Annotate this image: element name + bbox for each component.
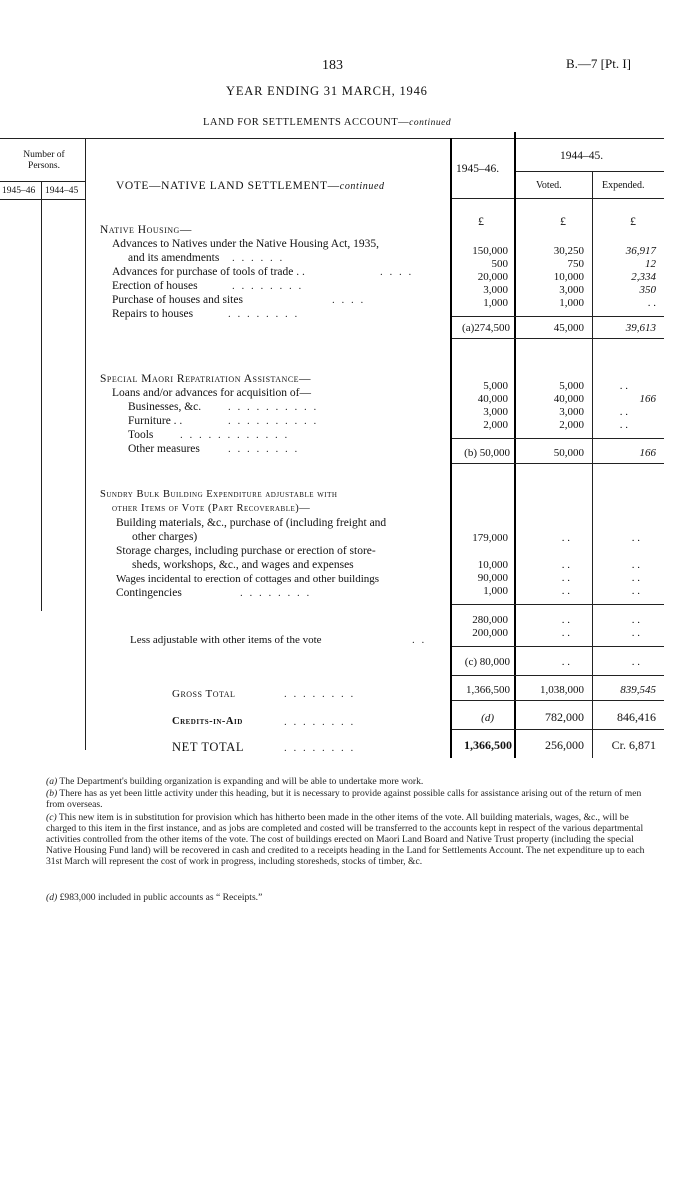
vote-title-text: VOTE—NATIVE LAND SETTLEMENT—: [116, 180, 340, 192]
subtitle-text: LAND FOR SETTLEMENTS ACCOUNT—: [203, 117, 410, 128]
nh-row-5-voted: 3,000: [559, 284, 584, 296]
net-total-voted: 256,000: [545, 738, 584, 752]
page-number: 183: [322, 58, 343, 73]
nh-row-6-label: Repairs to houses: [112, 308, 194, 320]
leader-dots: . . . . . . . .: [232, 280, 304, 292]
bulk-subtotal-voted: . .: [561, 614, 570, 626]
bulk-row-2-voted: . .: [561, 532, 570, 544]
bulk-total-rule: [452, 646, 664, 647]
nh-row-6-1945: 1,000: [483, 297, 508, 309]
footnote-text: This new item is in substitution for provision which has hitherto been made in the other items of the vote. All building materials, wages, &c., will be charged to this item in the first instance, and as jobs are completed and costed will be transferred to the accounts kept in respect of the various departmental activities controlled from the other items of the vote. The cost of buildings erected on Maori Land Board and Native Trust property (including the special Native Housing Fund land) will be recovered in cash and credited to a receipts heading in the Land for Settlements Account. The net expenditure up to each 31st March will represent the cost of work in progress, including storesheds, stocks of timber, &c.: [46, 812, 645, 867]
nh-row-4-1945: 20,000: [477, 271, 508, 283]
year-header-rule: [514, 171, 664, 172]
nh-row-3-voted: 750: [567, 258, 584, 270]
bulk-less-label: Less adjustable with other items of the vote: [130, 634, 322, 646]
bulk-row-5-1945: 90,000: [477, 572, 508, 584]
leader-dots: . . . .: [380, 266, 414, 278]
account-subtitle: [203, 117, 451, 128]
net-total-expended: Cr. 6,871: [611, 738, 656, 752]
bulk-subtotal-expended: . .: [631, 614, 640, 626]
footnote-text: There has as yet been little activity under this heading, but it is necessary to provide against possible calls for assistance arising out of the return of men from overseas.: [46, 788, 642, 810]
nh-row-2-label: and its amendments: [128, 252, 220, 264]
leader-dots: . . . . . . . .: [228, 443, 300, 455]
nh-row-4-expended: 2,334: [631, 271, 656, 283]
bulk-row-6-1945: 1,000: [483, 585, 508, 597]
rep-row-3-expended: . .: [619, 406, 628, 418]
rep-row-4-voted: 2,000: [559, 419, 584, 431]
rep-total-rule: [452, 438, 664, 439]
bulk-row-6-voted: . .: [561, 585, 570, 597]
rep-total-expended: 166: [639, 447, 656, 459]
bulk-heading-2: other Items of Vote (Part Recoverable)—: [112, 503, 311, 514]
nh-row-6-voted: 1,000: [559, 297, 584, 309]
leader-dots: . .: [412, 634, 427, 646]
bulk-less-1945: 200,000: [472, 627, 508, 639]
repatriation-subheading: Loans and/or advances for acquisition of—: [112, 387, 311, 399]
bulk-row-1-label: Building materials, &c., purchase of (including freight and: [116, 517, 387, 529]
footnote-key: (a): [46, 776, 58, 787]
page-title: YEAR ENDING 31 MARCH, 1946: [226, 84, 428, 98]
currency-1945: £: [478, 214, 484, 228]
nh-row-3-1945: 500: [491, 258, 508, 270]
rep-row-2-label: Furniture . .: [128, 415, 183, 427]
bulk-row-2-1945: 179,000: [472, 532, 508, 544]
footnote-key: (b): [46, 788, 58, 799]
bulk-less-voted: . .: [561, 627, 570, 639]
leader-dots: . . . . . . . .: [284, 742, 356, 754]
footnote-text: £983,000 included in public accounts as “ Receipts.”: [59, 892, 263, 903]
vote-title: [116, 180, 385, 192]
persons-rule-2: [0, 199, 85, 200]
leader-dots: . . . . . .: [232, 252, 285, 264]
bulk-row-4-1945: 10,000: [477, 559, 508, 571]
rep-row-4-expended: . .: [619, 419, 628, 431]
nh-row-3-label: Advances for purchase of tools of trade . .: [112, 266, 305, 278]
gross-total-expended: 839,545: [620, 684, 656, 696]
native-housing-heading: Native Housing—: [100, 224, 192, 236]
voted-header: Voted.: [536, 180, 562, 191]
nh-row-4-voted: 10,000: [553, 271, 584, 283]
rep-row-4-label: Other measures: [128, 443, 200, 455]
bulk-row-4-label: sheds, workshops, &c., and wages and expenses: [132, 559, 354, 571]
nh-total-bottom-rule: [452, 338, 664, 339]
bulk-subtotal-rule: [452, 604, 664, 605]
rep-row-3-1945: 3,000: [483, 406, 508, 418]
bulk-row-3-label: Storage charges, including purchase or erection of store-: [116, 545, 376, 557]
bulk-row-2-expended: . .: [631, 532, 640, 544]
nh-row-3-expended: 12: [645, 258, 656, 270]
nh-total-rule: [452, 316, 664, 317]
leader-dots: . . . . . . . . . .: [228, 401, 319, 413]
gross-total-rule: [452, 700, 664, 701]
bulk-row-6-expended: . .: [631, 585, 640, 597]
persons-year-1944: 1944–45: [45, 186, 79, 196]
rep-row-2-voted: 40,000: [553, 393, 584, 405]
rep-total-voted: 50,000: [553, 447, 584, 459]
rep-row-3-label: Tools: [128, 429, 154, 441]
vote-title-continued: continued: [339, 181, 385, 192]
rep-row-1-voted: 5,000: [559, 380, 584, 392]
persons-col-right: [85, 138, 86, 750]
col-1944-45-header: 1944–45.: [560, 150, 604, 162]
table-top-rule: [0, 138, 664, 139]
net-total-1945: 1,366,500: [464, 738, 512, 752]
bulk-subtotal-1945: 280,000: [472, 614, 508, 626]
col-voted-right: [592, 171, 593, 758]
nh-row-5-expended: 350: [639, 284, 656, 296]
gross-total-voted: 1,038,000: [540, 684, 584, 696]
rep-row-1-label: Businesses, &c.: [128, 401, 202, 413]
credits-in-aid-expended: 846,416: [617, 710, 656, 724]
nh-row-5-label: Purchase of houses and sites: [112, 294, 243, 306]
credits-in-aid-voted: 782,000: [545, 710, 584, 724]
gross-total-1945: 1,366,500: [466, 684, 510, 696]
currency-voted: £: [560, 214, 566, 228]
expended-header: Expended.: [602, 180, 645, 191]
footnote-text: The Department's building organization is expanding and will be able to undertake more work.: [59, 776, 424, 787]
repatriation-heading: Special Maori Repatriation Assistance—: [100, 373, 312, 385]
col-1945-right: [514, 132, 516, 758]
nh-row-6-expended: . .: [647, 297, 656, 309]
footnote-a: [46, 776, 646, 787]
leader-dots: . . . .: [332, 294, 366, 306]
leader-dots: . . . . . . . .: [284, 688, 356, 700]
subtitle-continued: continued: [409, 118, 452, 128]
leader-dots: . . . . . . . .: [240, 587, 312, 599]
leader-dots: . . . . . . . .: [228, 308, 300, 320]
bulk-total-voted: . .: [561, 656, 570, 668]
bulk-total-bottom-rule: [452, 675, 664, 676]
bulk-total-expended: . .: [631, 656, 640, 668]
nh-row-4-label: Erection of houses: [112, 280, 198, 292]
rep-total-1945: (b) 50,000: [464, 447, 510, 459]
rep-row-2-1945: 40,000: [477, 393, 508, 405]
nh-row-2-1945: 150,000: [472, 245, 508, 257]
bulk-total-1945: (c) 80,000: [464, 656, 510, 668]
number-of-persons-header: Number of Persons.: [23, 150, 65, 171]
rep-row-2-expended: 166: [639, 393, 656, 405]
bulk-row-2-label: other charges): [132, 531, 198, 543]
rep-row-4-1945: 2,000: [483, 419, 508, 431]
nh-total-1945: (a)274,500: [462, 322, 510, 334]
document-reference: B.—7 [Pt. I]: [566, 56, 631, 71]
credits-rule: [452, 729, 664, 730]
bulk-row-5-voted: . .: [561, 572, 570, 584]
nh-row-2-expended: 36,917: [625, 245, 656, 257]
header-bottom-rule: [450, 198, 664, 199]
leader-dots: . . . . . . . . . .: [228, 415, 319, 427]
rep-total-bottom-rule: [452, 463, 664, 464]
net-total-label: NET TOTAL: [172, 740, 245, 754]
footnote-b: [46, 788, 646, 810]
credits-in-aid-1945: (d): [481, 712, 494, 724]
nh-row-5-1945: 3,000: [483, 284, 508, 296]
footnote-d: [46, 892, 646, 903]
persons-rule: [0, 181, 85, 182]
nh-row-2-voted: 30,250: [553, 245, 584, 257]
footnote-key: (d): [46, 892, 58, 903]
currency-expended: £: [630, 214, 636, 228]
bulk-row-5-expended: . .: [631, 572, 640, 584]
bulk-row-4-expended: . .: [631, 559, 640, 571]
nh-total-expended: 39,613: [625, 322, 656, 334]
bulk-row-6-label: Contingencies: [116, 587, 182, 599]
leader-dots: . . . . . . . . . . . .: [180, 429, 290, 441]
footnote-c: [46, 812, 646, 867]
rep-row-1-1945: 5,000: [483, 380, 508, 392]
gross-total-label: Gross Total: [172, 688, 236, 700]
bulk-row-5-label: Wages incidental to erection of cottages and other buildings: [116, 573, 380, 585]
persons-col-divider: [41, 181, 42, 611]
bulk-less-expended: . .: [631, 627, 640, 639]
bulk-row-4-voted: . .: [561, 559, 570, 571]
col-1945-46-header: 1945–46.: [456, 163, 500, 175]
leader-dots: . . . . . . . .: [284, 716, 356, 728]
bulk-heading-1: Sundry Bulk Building Expenditure adjustable with: [100, 489, 338, 500]
footnote-key: (c): [46, 812, 57, 823]
rep-row-3-voted: 3,000: [559, 406, 584, 418]
credits-in-aid-label: Credits-in-Aid: [172, 716, 243, 727]
nh-row-1-label: Advances to Natives under the Native Housing Act, 1935,: [112, 238, 379, 250]
rep-row-1-expended: . .: [619, 380, 628, 392]
persons-year-1945: 1945–46: [2, 186, 36, 196]
nh-total-voted: 45,000: [553, 322, 584, 334]
